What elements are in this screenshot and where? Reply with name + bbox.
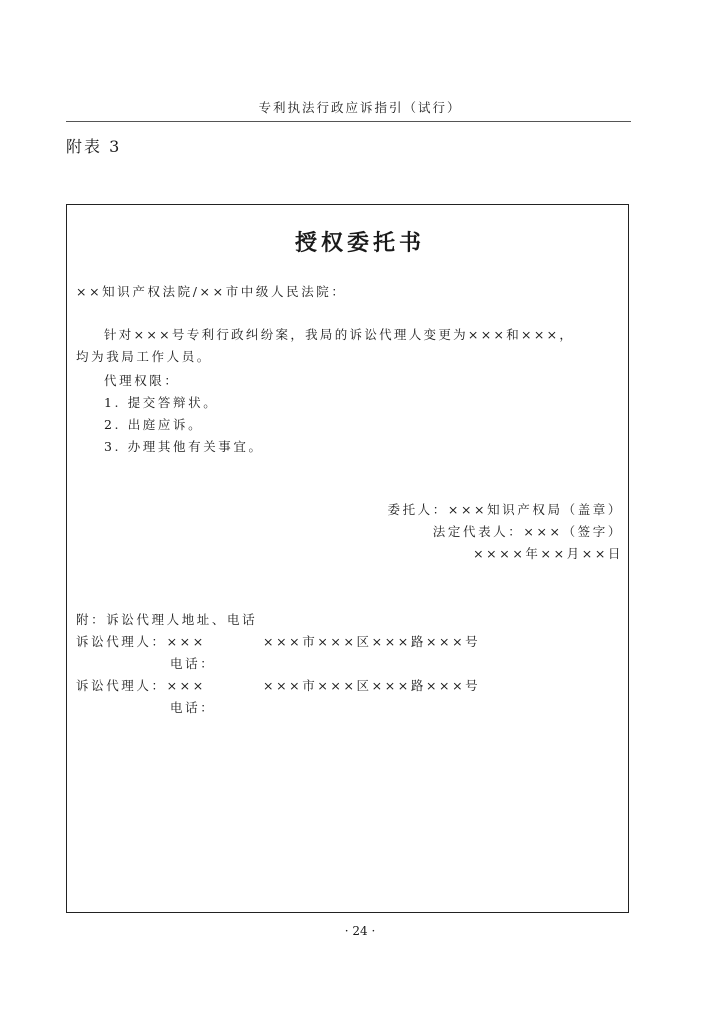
power-item-3: 3. 办理其他有关事宜。 [104,439,264,454]
agent-2-phone-label: 电话： [170,700,216,715]
principal-signature-line: 委托人：×××知识产权局（盖章） [387,502,623,517]
agent-1-address: ×××市×××区×××路×××号 [263,634,481,649]
header-divider [66,121,631,122]
agent-2-label: 诉讼代理人：××× [76,678,206,693]
powers-label: 代理权限： [104,373,180,388]
running-header-title: 专利执法行政应诉指引（试行） [258,100,462,115]
appendix-label: 附表 3 [66,137,122,156]
power-item-1: 1. 提交答辩状。 [104,395,219,410]
document-title: 授权委托书 [294,230,425,256]
agent-1-label: 诉讼代理人：××× [76,634,206,649]
attachment-label: 附：诉讼代理人地址、电话 [76,612,258,627]
body-line-1: 针对×××号专利行政纠纷案，我局的诉讼代理人变更为×××和×××， [104,327,575,342]
agent-2-address: ×××市×××区×××路×××号 [263,678,481,693]
page-number: · 24 · [344,924,376,938]
addressee-line: ××知识产权法院/××市中级人民法院： [76,284,347,299]
power-item-2: 2. 出庭应诉。 [104,417,204,432]
agent-1-phone-label: 电话： [170,656,216,671]
date-line: ××××年××月××日 [473,546,623,561]
legal-representative-line: 法定代表人：×××（签字） [432,524,623,539]
body-line-2: 均为我局工作人员。 [76,349,212,364]
